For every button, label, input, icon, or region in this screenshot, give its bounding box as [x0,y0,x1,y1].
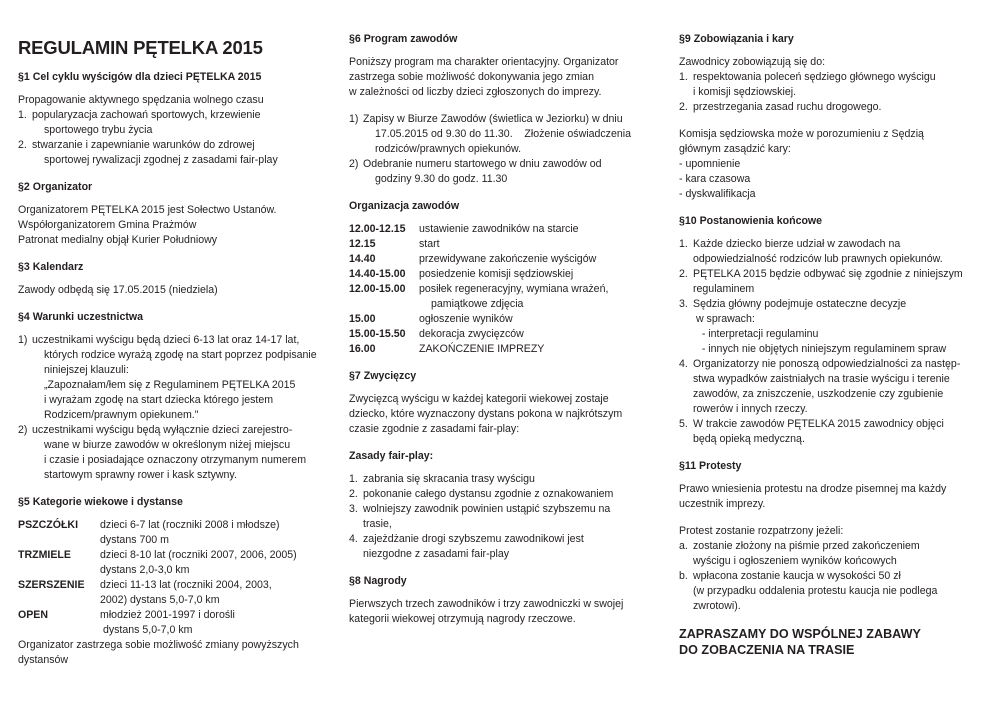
section-9-heading: §9 Zobowiązania i kary [679,33,794,45]
section-3-text: Zawody odbędą się 17.05.2015 (niedziela) [18,284,218,296]
category-details [100,518,297,548]
item-number: 2. [18,139,27,151]
event-line: ZAKOŃCZENIE IMPREZY [419,343,545,355]
item-number: 3. [349,503,358,515]
section-11-heading: §11 Protesty [679,460,742,472]
item-line: zabrania się skracania trasy wyścigu [363,473,535,485]
section-6-intro: Poniższy program ma charakter orientacyjny. Organizator [349,56,619,68]
table-row [349,312,608,327]
section-11-line: uczestnik imprezy. [679,498,766,510]
item-number: 1. [679,238,688,250]
section-9-intro: Zawodnicy zobowiązują się do: [679,56,826,68]
event-line: posiedzenie komisji sędziowskiej [419,268,574,280]
item-line: niezgodne z zasadami fair-play [363,548,510,560]
section-9-para: głównym zasądzić kary: [679,143,791,155]
table-row [349,267,608,282]
list-item [679,70,979,100]
item-line: Odebranie numeru startowego w dniu zawodów od [363,158,602,170]
event-line: dekoracja zwycięzców [419,328,524,340]
category-details [100,548,297,578]
list-item [349,502,649,532]
list-item [18,108,336,138]
section-2-line: Patronat medialny objął Kurier Południowy [18,234,218,246]
item-line: regulaminem [693,283,755,295]
detail-line: dzieci 6-7 lat (roczniki 2008 i młodsze) [100,519,280,531]
section-6-intro: w zależności od liczby dzieci zgłoszonych do imprezy. [349,86,602,98]
item-number: 1. [18,109,27,121]
item-number: 2. [679,101,688,113]
item-number: a. [679,540,688,552]
penalty-item: - kara czasowa [679,173,751,185]
section-11-line: Prawo wniesienia protestu na drodze pisemnej ma każdy [679,483,947,495]
list-item [349,532,649,562]
section-10-list [679,237,979,447]
list-item [679,267,979,297]
closing-message [679,626,979,658]
schedule-event [419,327,608,342]
table-row [349,252,608,267]
table-row [349,327,608,342]
event-line: start [419,238,440,250]
item-line: trasie, [363,518,392,530]
section-7-line: dziecko, które wyznaczony dystans pokona w najkrótszym [349,408,623,420]
item-number: 2) [349,158,359,170]
item-line: będą opieką medyczną. [693,433,805,445]
item-line: (w przypadku oddalenia protestu kaucja nie podlega [693,585,938,597]
schedule-time: 12.15 [349,238,376,250]
detail-line: dystans 700 m [100,534,169,546]
section-1-list [18,108,336,168]
item-line: odpowiedzialność rodziców lub prawnych opiekunów. [693,253,943,265]
item-number: 1) [18,334,28,346]
category-name: TRZMIELE [18,549,71,561]
item-number: 2) [18,424,28,436]
item-line: uczestnikami wyścigu będą dzieci 6-13 lat oraz 14-17 lat, [32,334,300,346]
item-number: b. [679,570,688,582]
item-line: i wyrażam zgodę na start dziecka którego jestem [44,394,274,406]
detail-line: dystans 2,0-3,0 km [100,564,190,576]
section-1-heading: §1 Cel cyklu wyścigów dla dzieci PĘTELKA 2015 [18,71,262,83]
item-line: popularyzacja zachowań sportowych, krzewienie [32,109,261,121]
list-item [679,297,979,357]
item-number: 1) [349,113,359,125]
item-line: rodziców/prawnych opiekunów. [375,143,522,155]
category-details [100,608,297,638]
item-line: pokonanie całego dystansu zgodnie z oznakowaniem [363,488,614,500]
penalty-item: - upomnienie [679,158,741,170]
list-item [349,112,649,157]
column-1 [18,32,336,668]
list-item [679,237,979,267]
section-1-intro: Propagowanie aktywnego spędzania wolnego czasu [18,94,264,106]
item-number: 4. [349,533,358,545]
schedule-time: 16.00 [349,343,376,355]
item-line: sportowego trybu życia [44,124,153,136]
item-line: których rodzice wyrażą zgodę na start poprzez podpisanie [44,349,317,361]
closing-line: ZAPRASZAMY DO WSPÓLNEJ ZABAWY [679,627,921,641]
list-item [18,333,336,423]
item-number: 2. [349,488,358,500]
schedule-event [419,222,608,237]
table-row [349,342,608,357]
schedule-event [419,252,608,267]
item-line: stwa wypadków zaistniałych na trasie wyścigu i terenie [693,373,950,385]
event-line: posiłek regeneracyjny, wymiana wrażeń, [419,283,609,295]
section-8-line: kategorii wiekowej otrzymują nagrody rzeczowe. [349,613,576,625]
schedule-event [419,282,608,312]
section-5-heading: §5 Kategorie wiekowe i dystanse [18,496,183,508]
section-4-list [18,333,336,483]
item-line: PĘTELKA 2015 będzie odbywać się zgodnie z niniejszym [693,268,963,280]
schedule-time: 12.00-12.15 [349,223,406,235]
section-7-line: Zwycięzcą wyścigu w każdej kategorii wiekowej zostaje [349,393,609,405]
column-2 [349,32,649,627]
list-item [349,487,649,502]
section-9-para: Komisja sędziowska może w porozumieniu z Sędzią [679,128,924,140]
column-3 [679,32,979,658]
item-line: godziny 9.30 do godz. 11.30 [375,173,508,185]
item-number: 2. [679,268,688,280]
item-line: Organizatorzy nie ponoszą odpowiedzialności za następ- [693,358,961,370]
item-line: niniejszej klauzuli: [44,364,129,376]
item-number: 4. [679,358,688,370]
section-2-line: Współorganizatorem Gmina Prażmów [18,219,197,231]
list-item [679,417,979,447]
schedule-event [419,312,608,327]
item-line: respektowania poleceń sędziego głównego wyścigu [693,71,936,83]
organization-heading: Organizacja zawodów [349,200,460,212]
detail-line: 2002) dystans 5,0-7,0 km [100,594,220,606]
table-row [18,518,297,548]
category-details [100,578,297,608]
list-item [349,472,649,487]
item-line: - interpretacji regulaminu [693,328,819,340]
section-11-intro: Protest zostanie rozpatrzony jeżeli: [679,525,844,537]
section-9-list [679,70,979,115]
list-item [679,539,979,569]
item-line: wpłacona zostanie kaucja w wysokości 50 zł [693,570,901,582]
section-6-intro: zastrzega sobie możliwość dokonywania jego zmian [349,71,594,83]
item-line: zajeżdżanie drogi szybszemu zawodnikowi jest [363,533,584,545]
item-line: „Zapoznałam/łem się z Regulaminem PĘTELKA 2015 [44,379,296,391]
item-line: wane w biurze zawodów w określonym niżej miejscu [44,439,291,451]
schedule-time: 14.40-15.00 [349,268,406,280]
event-line: pamiątkowe zdjęcia [431,298,524,310]
item-line: 17.05.2015 od 9.30 do 11.30. Złożenie oświadczenia [375,128,632,140]
penalty-item: - dyskwalifikacja [679,188,756,200]
section-7-line: czasie zgodnie z zasadami fair-play: [349,423,520,435]
section-5-footer: Organizator zastrzega sobie możliwość zmiany powyższych [18,639,299,651]
section-2-line: Organizatorem PĘTELKA 2015 jest Sołectwo Ustanów. [18,204,277,216]
item-number: 5. [679,418,688,430]
detail-line: młodzież 2001-1997 i dorośli [100,609,235,621]
item-line: Każde dziecko bierze udział w zawodach na [693,238,901,250]
detail-line: dystans 5,0-7,0 km [100,624,193,636]
list-item [349,157,649,187]
category-name: SZERSZENIE [18,579,85,591]
table-row [349,237,608,252]
section-8-heading: §8 Nagrody [349,575,407,587]
section-6-list [349,112,649,187]
list-item [679,357,979,417]
item-line: zostanie złożony na piśmie przed zakończeniem [693,540,920,552]
section-5-footer: dystansów [18,654,69,666]
fair-play-list [349,472,649,562]
item-line: wyścigu i ogłoszeniem wyników końcowych [693,555,897,567]
closing-line: DO ZOBACZENIA NA TRASIE [679,643,855,657]
section-7-heading: §7 Zwycięzcy [349,370,417,382]
section-2-heading: §2 Organizator [18,181,93,193]
item-line: Zapisy w Biurze Zawodów (świetlica w Jeziorku) w dniu [363,113,623,125]
section-8-line: Pierwszych trzech zawodników i trzy zawodniczki w swojej [349,598,624,610]
table-row [349,282,608,312]
category-name: PSZCZÓŁKI [18,519,79,531]
categories-table [18,518,297,638]
item-line: przestrzegania zasad ruchu drogowego. [693,101,882,113]
item-line: wolniejszy zawodnik powinien ustąpić szybszemu na [363,503,611,515]
section-11-list [679,539,979,614]
item-line: zwrotowi). [693,600,741,612]
item-line: stwarzanie i zapewnianie warunków do zdrowej [32,139,255,151]
category-name: OPEN [18,609,49,621]
section-6-heading: §6 Program zawodów [349,33,458,45]
event-line: ustawienie zawodników na starcie [419,223,579,235]
item-line: w sprawach: [693,313,755,325]
list-item [18,138,336,168]
item-number: 1. [349,473,358,485]
schedule-time: 15.00-15.50 [349,328,406,340]
item-line: uczestnikami wyścigu będą wyłącznie dzieci zarejestro- [32,424,293,436]
table-row [18,548,297,578]
item-line: sportowej rywalizacji zgodnej z zasadami fair-play [44,154,278,166]
item-line: Rodzicem/prawnym opiekunem." [44,409,199,421]
document-title: REGULAMIN PĘTELKA 2015 [18,37,263,58]
item-line: W trakcie zawodów PĘTELKA 2015 zawodnicy objęci [693,418,944,430]
item-line: zawodów, za zniszczenie, uszkodzenie czy zgubienie [693,388,944,400]
list-item [679,569,979,614]
event-line: przewidywane zakończenie wyścigów [419,253,597,265]
list-item [18,423,336,483]
schedule-time: 14.40 [349,253,376,265]
item-line: - innych nie objętych niniejszym regulaminem spraw [693,343,947,355]
fair-play-heading: Zasady fair-play: [349,450,434,462]
event-line: ogłoszenie wyników [419,313,513,325]
section-4-heading: §4 Warunki uczestnictwa [18,311,144,323]
item-line: rowerów i innych rzeczy. [693,403,808,415]
item-line: i komisji sędziowskiej. [693,86,797,98]
schedule-event [419,237,608,252]
section-10-heading: §10 Postanowienia końcowe [679,215,823,227]
detail-line: dzieci 11-13 lat (roczniki 2004, 2003, [100,579,272,591]
schedule-table [349,222,608,357]
item-number: 1. [679,71,688,83]
item-number: 3. [679,298,688,310]
item-line: i czasie i posiadające oznaczony otrzymanym numerem [44,454,307,466]
schedule-time: 15.00 [349,313,376,325]
table-row [349,222,608,237]
schedule-time: 12.00-15.00 [349,283,406,295]
item-line: Sędzia główny podejmuje ostateczne decyzje [693,298,907,310]
table-row [18,608,297,638]
item-line: startowym sprawny rower i kask sztywny. [44,469,237,481]
list-item [679,100,979,115]
schedule-event [419,267,608,282]
detail-line: dzieci 8-10 lat (roczniki 2007, 2006, 2005) [100,549,297,561]
section-3-heading: §3 Kalendarz [18,261,84,273]
table-row [18,578,297,608]
schedule-event [419,342,608,357]
